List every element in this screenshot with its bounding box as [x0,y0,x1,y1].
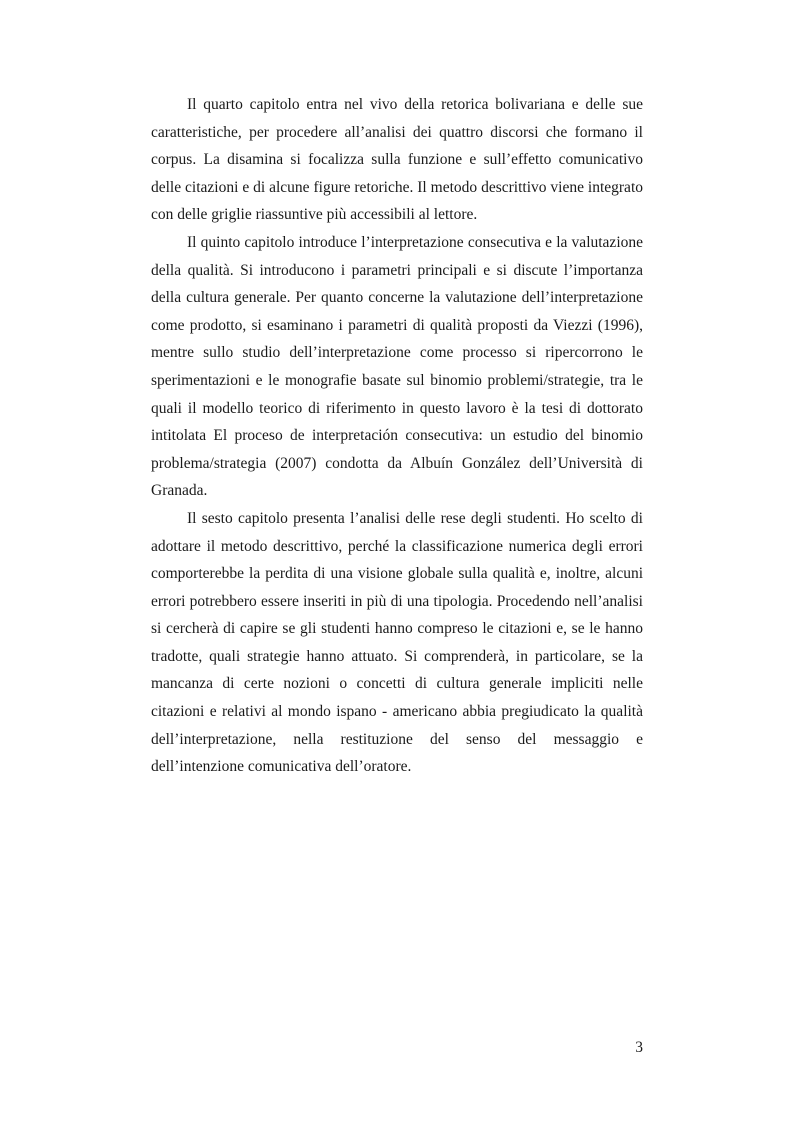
paragraph-chapter-six: Il sesto capitolo presenta l’analisi delle rese degli studenti. Ho scelto di adottare il metodo descrittivo, perché la classificazione numerica degli errori comporterebbe la perdita di una visione globale sulla qualità e, inoltre, alcuni errori potrebbero essere inseriti in più di una tipologia. Procedendo nell’analisi si cercherà di capire se gli studenti hanno compreso le citazioni e, se le hanno tradotte, quali strategie hanno attuato. Si comprenderà, in particolare, se la mancanza di certe nozioni o concetti di cultura generale impliciti nelle citazioni e relativi al mondo ispano - americano abbia pregiudicato la qualità dell’interpretazione, nella restituzione del senso del messaggio e dell’intenzione comunicativa dell’oratore. [151,509,643,776]
page-number: 3 [635,1039,643,1056]
paragraph-chapter-five: Il quinto capitolo introduce l’interpretazione consecutiva e la valutazione della qualità. Si introducono i parametri principali e si discute l’importanza della cultura generale. Per quanto concerne la valutazione dell’interpretazione come prodotto, si esaminano i parametri di qualità proposti da Viezzi (1996), mentre sullo studio dell’interpretazione come processo si ripercorrono le sperimentazioni e le monografie basate sul binomio problemi/strategie, tra le quali il modello teorico di riferimento in questo lavoro è la tesi di dottorato intitolata El proceso de interpretación consecutiva: un estudio del binomio problema/strategia (2007) condotta da Albuín González dell’Università di Granada. [151,233,643,500]
body-text [151,91,643,781]
paragraph-chapter-four: Il quarto capitolo entra nel vivo della retorica bolivariana e delle sue caratteristiche, per procedere all’analisi dei quattro discorsi che formano il corpus. La disamina si focalizza sulla funzione e sull’effetto comunicativo delle citazioni e di alcune figure retoriche. Il metodo descrittivo viene integrato con delle griglie riassuntive più accessibili al lettore. [151,96,643,224]
